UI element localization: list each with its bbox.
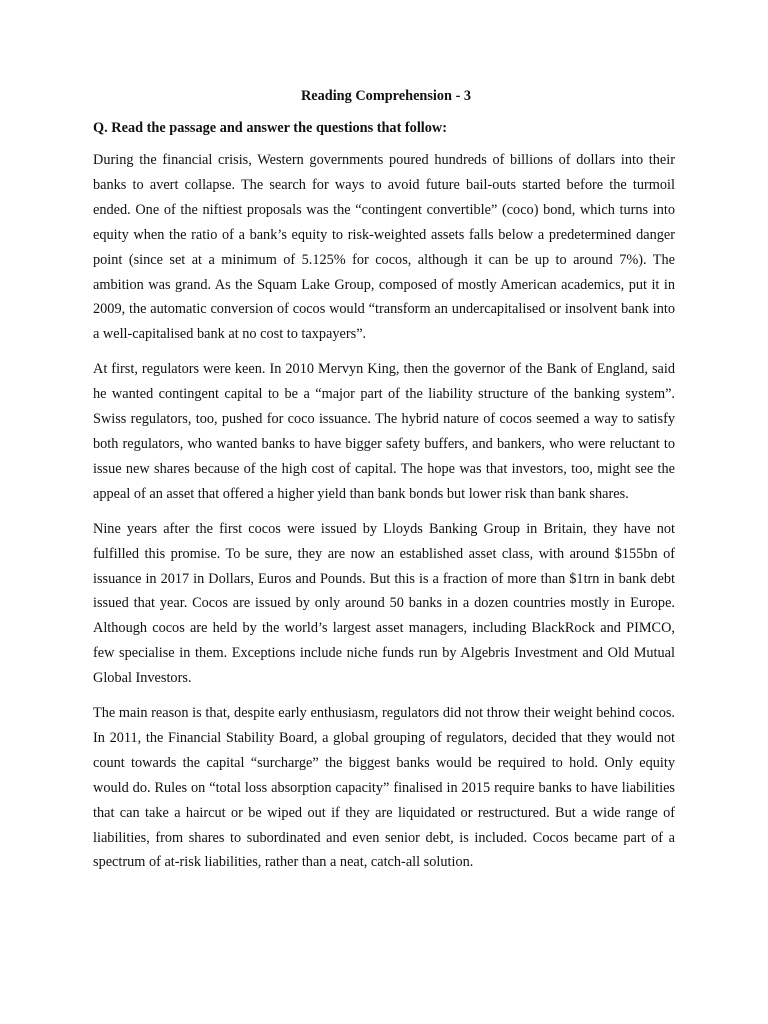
question-prompt: Q. Read the passage and answer the questions that follow: xyxy=(93,120,448,136)
passage-paragraph-4: The main reason is that, despite early enthusiasm, regulators did not throw their weight behind cocos. In 2011, the Financial Stability Board, a global grouping of regulators, decided that they would not count towards the capital “surcharge” the biggest banks would be required to hold. Only equity would do. Rules on “total loss absorption capacity” finalised in 2015 require banks to have liabilities that can take a haircut or be wiped out if they are liquidated or restructured. But a wide range of liabilities, from shares to subordinated and even senior debt, is included. Cocos became part of a spectrum of at-risk liabilities, rather than a neat, catch-all solution. xyxy=(93,705,675,871)
passage-paragraph-1: During the financial crisis, Western governments poured hundreds of billions of dollars into their banks to avert collapse. The search for ways to avoid future bail-outs started before the turmoil ended. One of the niftiest proposals was the “contingent convertible” (coco) bond, which turns into equity when the ratio of a bank’s equity to risk-weighted assets falls below a predetermined danger point (since set at a minimum of 5.125% for cocos, although it can be up to around 7%). The ambition was grand. As the Squam Lake Group, composed of mostly American academics, put it in 2009, the automatic conversion of cocos would “transform an undercapitalised or insolvent bank into a well-capitalised bank at no cost to taxpayers”. xyxy=(93,152,675,343)
document-title: Reading Comprehension - 3 xyxy=(300,88,472,104)
document-page xyxy=(93,86,675,885)
passage-paragraph-2: At first, regulators were keen. In 2010 Mervyn King, then the governor of the Bank of England, said he wanted contingent capital to be a “major part of the liability structure of the banking system”. Swiss regulators, too, pushed for coco issuance. The hybrid nature of cocos seemed a way to satisfy both regulators, who wanted banks to have bigger safety buffers, and bankers, who were reluctant to issue new shares because of the high cost of capital. The hope was that investors, too, might see the appeal of an asset that offered a higher yield than bank bonds but lower risk than bank shares. xyxy=(93,361,675,502)
passage-paragraph-3: Nine years after the first cocos were issued by Lloyds Banking Group in Britain, they have not fulfilled this promise. To be sure, they are now an established asset class, with around $155bn of issuance in 2017 in Dollars, Euros and Pounds. But this is a fraction of more than $1trn in bank debt issued that year. Cocos are issued by only around 50 banks in a dozen countries mostly in Europe. Although cocos are held by the world’s largest asset managers, including BlackRock and PIMCO, few specialise in them. Exceptions include niche funds run by Algebris Investment and Old Mutual Global Investors. xyxy=(93,520,675,687)
